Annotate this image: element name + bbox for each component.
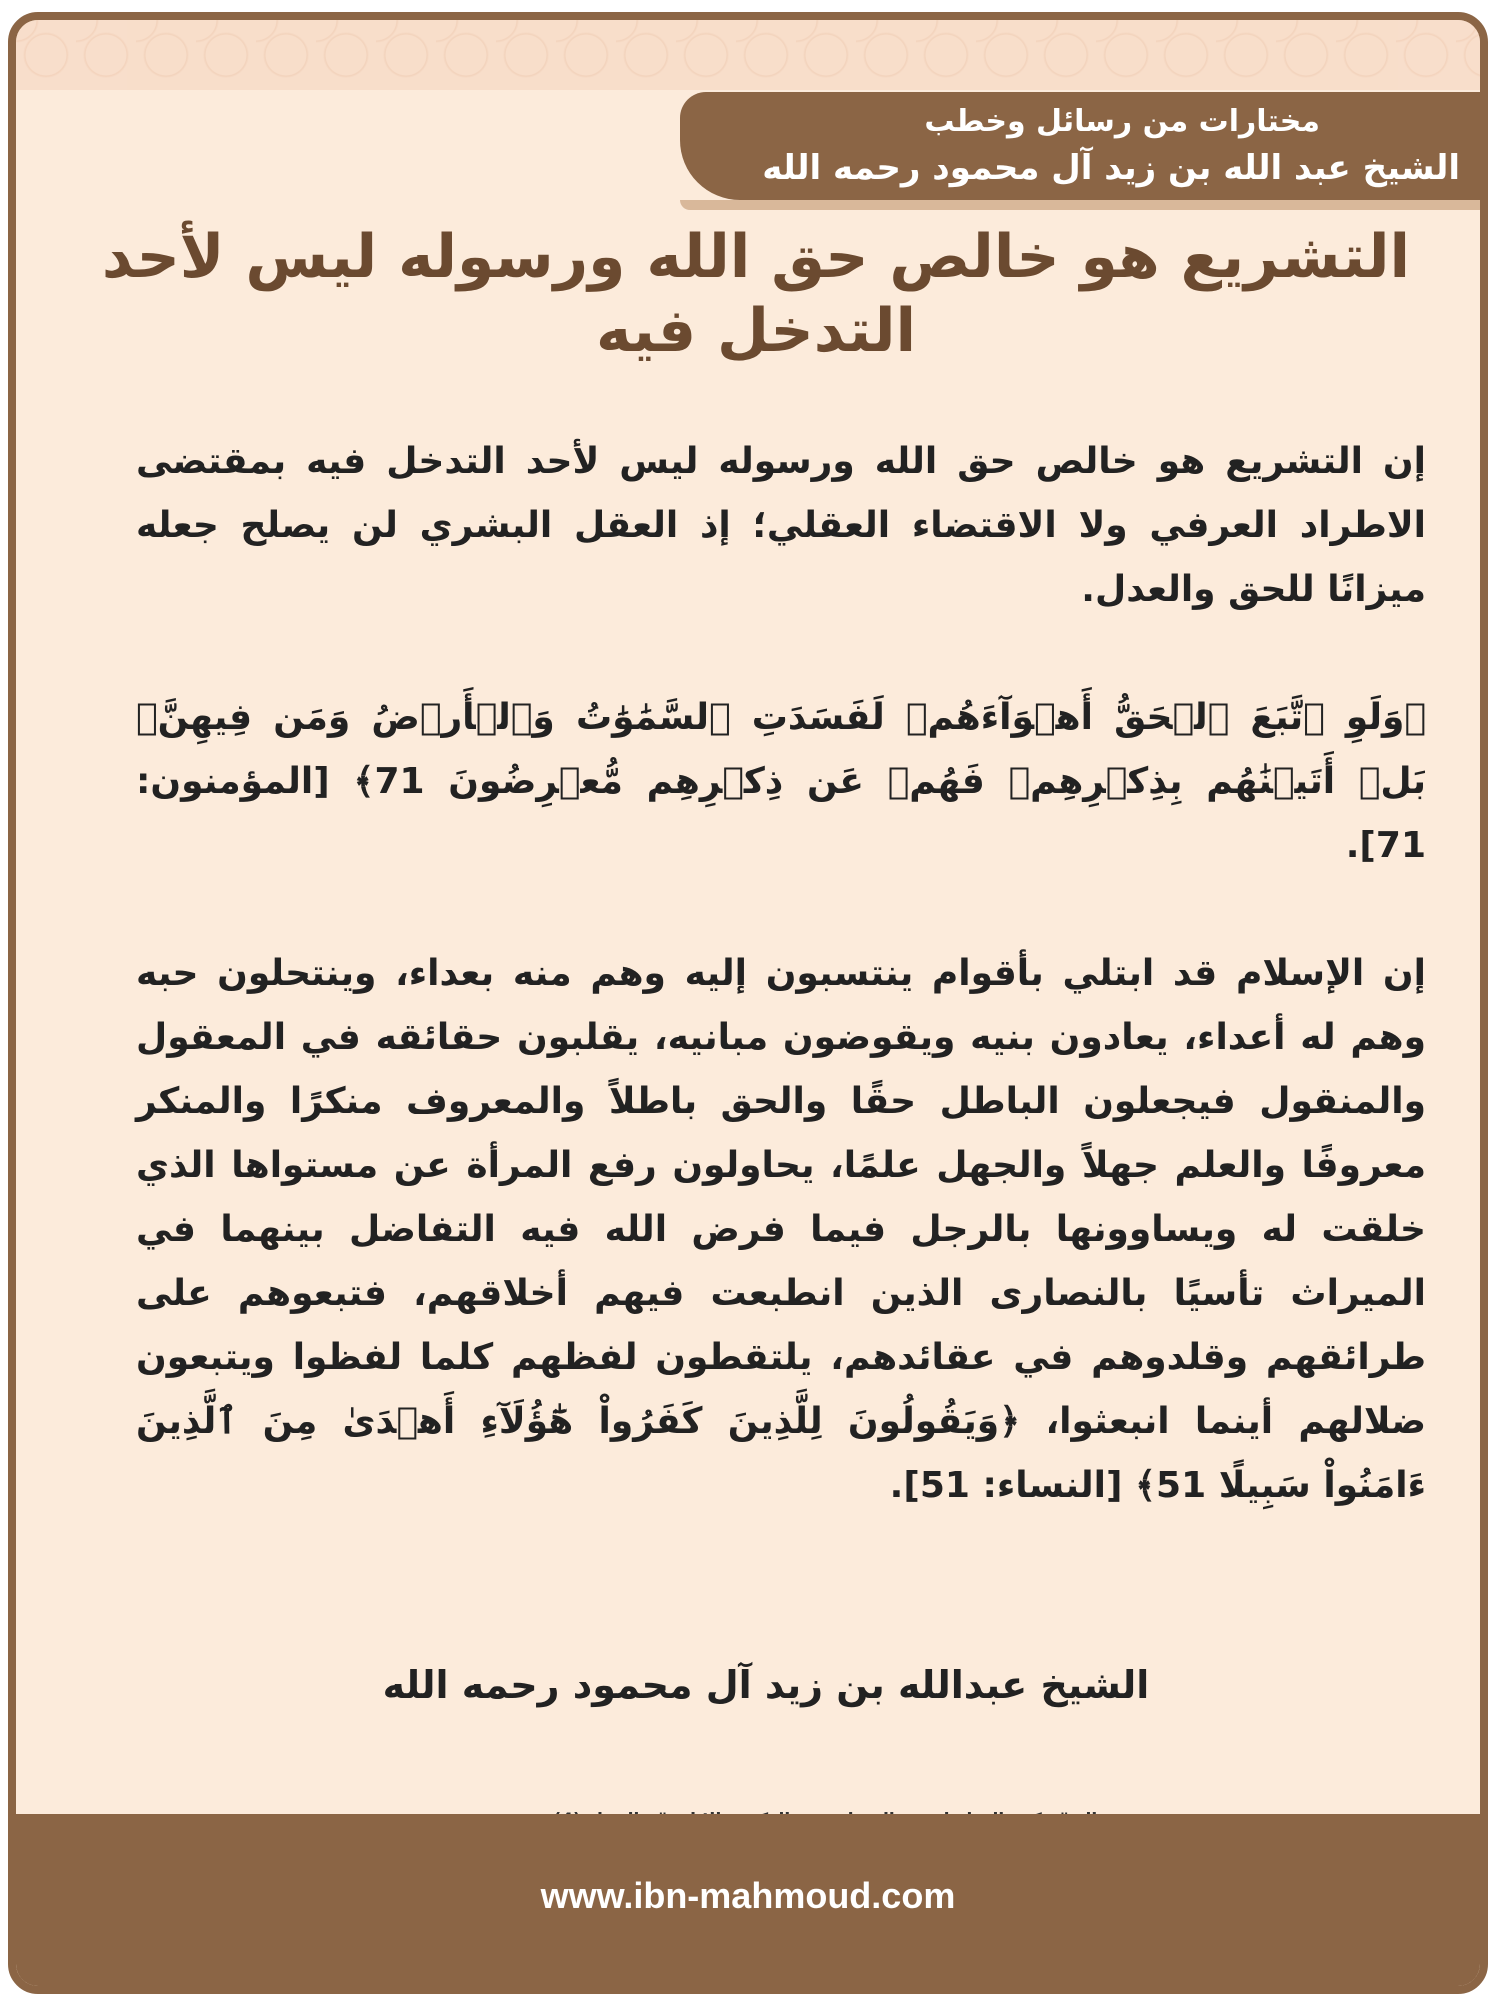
header-accent	[680, 200, 1480, 210]
author-signature: الشيخ عبدالله بن زيد آل محمود رحمه الله	[382, 1663, 1150, 1707]
paragraph-quran-verse: ﴿وَلَوِ ٱتَّبَعَ ٱلۡحَقُّ أَهۡوَآءَهُمۡ لَفَسَدَتِ ٱلسَّمَٰوَٰتُ وَٱلۡأَرۡضُ وَمَن فِيهِنَّۚ بَلۡ أَتَيۡنَٰهُم بِذِكۡرِهِمۡ فَهُمۡ عَن ذِكۡرِهِم مُّعۡرِضُونَ 71﴾ [المؤمنون: 71].	[136, 697, 1426, 866]
decorative-pattern	[16, 20, 1480, 90]
article-title: التشريع هو خالص حق الله ورسوله ليس لأحد التدخل فيه	[101, 222, 1411, 366]
header-band	[680, 92, 1480, 200]
article-body	[136, 430, 1426, 1582]
poster-frame	[8, 12, 1488, 1994]
paragraph-main: إن الإسلام قد ابتلي بأقوام ينتسبون إليه وهم منه بعداء، وينتحلون حبه وهم له أعداء، يعادون بنيه ويقوضون مبانيه، يقلبون حقائقه في المعقول والمنقول فيجعلون الباطل حقًا والحق باطلاً والمعروف منكرًا والمنكر معروفًا والعلم جهلاً والجهل علمًا، يحاولون رفع المرأة عن مستواها الذي خلقت له ويساوونها بالرجل فيما فرض الله فيه التفاضل بينهما في الميراث تأسيًا بالنصارى الذين انطبعت فيهم أخلاقهم، فتبعوهم على طرائقهم وقلدوهم في عقائدهم، يلتقطون لفظهم كلما لفظوا ويتبعون ضلالهم أينما انبعثوا، ﴿وَيَقُولُونَ لِلَّذِينَ كَفَرُواْ هَٰٓؤُلَآءِ أَهۡدَىٰ مِنَ ٱلَّذِينَ ءَامَنُواْ سَبِيلًا 51﴾ [النساء: 51].	[136, 953, 1426, 1506]
website-link[interactable]: www.ibn-mahmoud.com	[540, 1875, 956, 1916]
series-title: مختارات من رسائل وخطب	[924, 104, 1320, 139]
paragraph-intro: إن التشريع هو خالص حق الله ورسوله ليس لأحد التدخل فيه بمقتضى الاطراد العرفي ولا الاقتضاء العقلي؛ إذ العقل البشري لن يصلح جعله ميزانًا للحق والعدل.	[136, 441, 1426, 610]
author-header: الشيخ عبد الله بن زيد آل محمود رحمه الله	[762, 148, 1460, 188]
footer-band	[16, 1814, 1480, 1986]
